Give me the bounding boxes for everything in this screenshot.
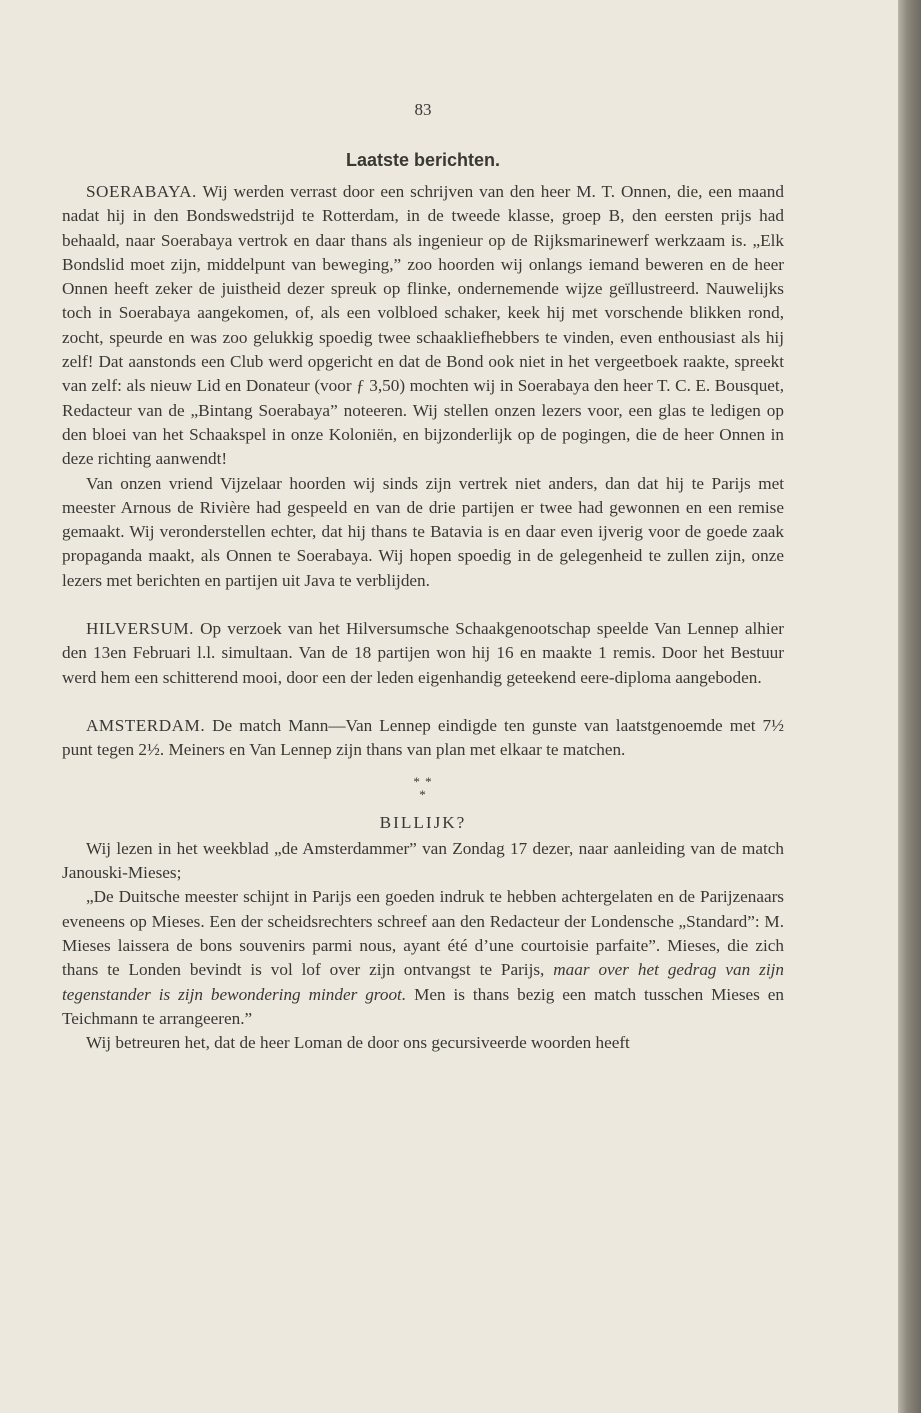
paragraph-hilversum-text: Op verzoek van het Hilversumsche Schaakgenootschap speelde Van Lennep alhier den 13en Februari l.l. simultaan. Van de 18 partijen won hij 16 en maakte 1 remis. Door het Bestuur werd hem een schitterend mooi, door een der leden eigenhandig geteekend eere-diploma aangeboden. [62,619,784,687]
paragraph-amsterdam-text: De match Mann—Van Lennep eindigde ten gunste van laatstgenoemde met 7½ punt tegen 2½. Meiners en Van Lennep zijn thans van plan met elkaar te matchen. [62,715,784,760]
quote-text-b: Men is thans bezig een match tusschen Mieses en Teichmann te arrangeeren.” [62,984,784,1028]
paragraph-billijk-quote [62,885,784,1031]
asterism-divider [62,775,784,801]
place-hilversum: HILVERSUM. [86,619,194,639]
quote-italic: maar over het gedrag van zijn tegenstander is zijn bewondering minder groot. [62,960,784,1004]
paragraph-vijzelaar: Van onzen vriend Vijzelaar hoorden wij sinds zijn vertrek niet anders, dan dat hij te Parijs met meester Arnous de Rivière had gespeeld en van de drie partijen er twee had gewonnen en een remise gemaakt. Wij veronderstellen echter, dat hij thans te Batavia is en daar even ijverig voor de goede zaak propaganda maakt, als Onnen te Soerabaya. Wij hopen spoedig in de gelegenheid te zullen zijn, onze lezers met berichten en partijen uit Java te verblijden. [62,473,784,590]
subheading-billijk: BILLIJK? [379,812,467,832]
page-edge-shadow [898,0,921,1413]
place-amsterdam: AMSTERDAM. [86,715,206,735]
paragraph-hilversum [62,617,784,690]
asterism-bottom: * [419,786,427,802]
paragraph-billijk-closing: Wij betreuren het, dat de heer Loman de door ons gecursiveerde woorden heeft [86,1033,630,1053]
paragraph-billijk-intro: Wij lezen in het weekblad „de Amsterdammer” van Zondag 17 dezer, naar aanleiding van de match Janouski-Mieses; [62,838,784,883]
page-number: 83 [414,100,432,119]
asterism-top: * * [413,773,433,789]
quote-text-a: „De Duitsche meester schijnt in Parijs een goeden indruk te hebben achtergelaten en de Parijzenaars eveneens op Mieses. Een der scheidsrechters schreef aan den Redacteur der Londensche „Standard”: M. Mieses laissera de bons souvenirs parmi nous, ayant été d’une courtoisie parfaite”. Mieses, die zich thans te Londen bevindt is vol lof over zijn ontvangst te Parijs, [62,887,784,980]
place-soerabaya: SOERABAYA. [86,182,197,201]
paragraph-amsterdam [62,714,784,763]
paragraph-soerabaya-text: Wij werden verrast door een schrijven van den heer M. T. Onnen, die, een maand nadat hij in den Bondswedstrijd te Rotterdam, in de tweede klasse, groep B, den eersten prijs had behaald, naar Soerabaya vertrok en daar thans als ingenieur op de Rijksmarinewerf werkzaam is. „Elk Bondslid moet zijn, middelpunt van beweging,” zoo hoorden wij onlangs iemand beweren en de heer Onnen heeft zeker de juistheid dezer spreuk op flinke, ondernemende wijze geïllustreerd. Nauwelijks toch in Soerabaya aangekomen, of, als een volbloed schaker, keek hij met vorschende blikken rond, zocht, speurde en was zoo gelukkig spoedig twee schaakliefhebbers te vinden, even enthousiast als hij zelf! Dat aanstonds een Club werd opgericht en dat de Bond ook niet in het vergeetboek raakte, spreekt van zelf: als nieuw Lid en Donateur (voor ƒ 3,50) mochten wij in Soerabaya den heer T. C. E. Bousquet, Redacteur van de „Bintang Soerabaya” noteeren. Wij stellen onzen lezers voor, een glas te ledigen op den bloei van het Schaakspel in onze Koloniën, en bijzonderlijk op de pogingen, die de heer Onnen in deze richting aanwendt! [62,182,784,469]
paragraph-soerabaya [62,180,784,472]
page-content [62,98,784,1056]
section-heading: Laatste berichten. [345,150,501,170]
